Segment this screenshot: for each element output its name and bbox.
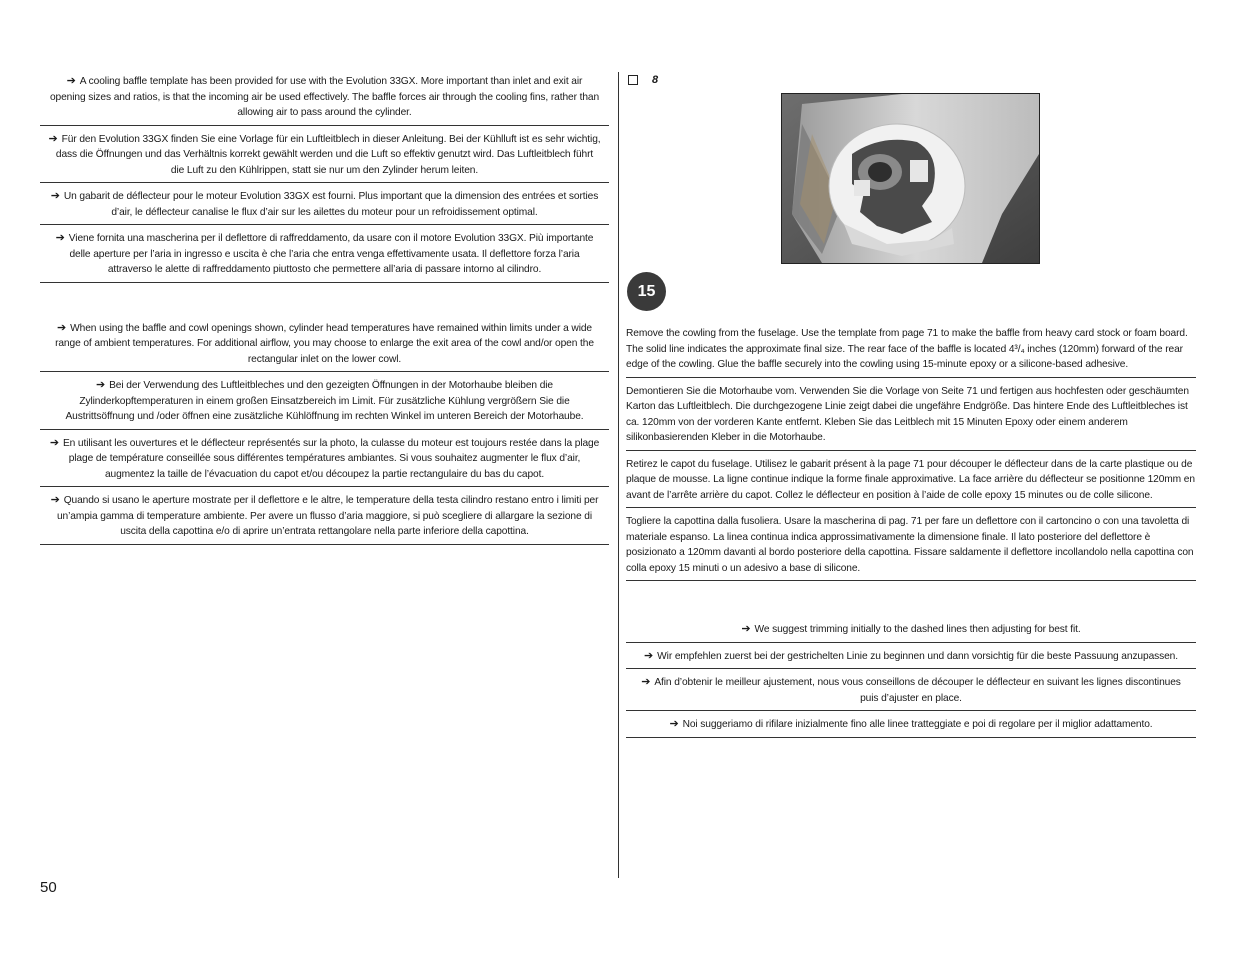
note-en-baffle: ➔ A cooling baffle template has been provided for use with the Evolution 33GX. More important than inlet and exit air opening sizes and ratios, is that the incoming air be used effectively. The baffle forces air through the cooling fins, rather than allowing air to pass around the cylinder. — [40, 72, 609, 126]
arrow-right-icon: ➔ — [644, 649, 654, 662]
cowling-baffle-photo — [781, 93, 1040, 264]
arrow-right-icon: ➔ — [55, 232, 65, 244]
column-divider — [618, 72, 619, 878]
note-fr-trimming: ➔ Afin d’obtenir le meilleur ajustement, nous vous conseillons de découper le déflecteur en suivant les lignes discontinues puis d’ajuster en place. — [626, 669, 1196, 711]
note-it-baffle: ➔ Viene fornita una mascherina per il deflettore di raffreddamento, da usare con il motore Evolution 33GX. Più importante delle aperture per l’aria in ingresso e uscita è che l’aria che entra venga effettivamente usata. Il deflettore forza l’aria attraverso le alette di raffreddamento piuttosto che permettere all’aria di passare intorno al cilindro. — [40, 225, 609, 283]
arrow-right-icon: ➔ — [57, 321, 67, 334]
note-it-trimming: ➔ Noi suggeriamo di rifilare inizialmente fino alle linee tratteggiate e poi di regolare per il miglior adattamento. — [626, 711, 1196, 738]
note-en-trimming: ➔ We suggest trimming initially to the dashed lines then adjusting for best fit. — [626, 620, 1196, 643]
arrow-right-icon: ➔ — [48, 132, 58, 145]
step-number: 8 — [652, 74, 659, 86]
arrow-right-icon: ➔ — [669, 718, 679, 730]
note-fr-baffle: ➔ Un gabarit de déflecteur pour le moteur Evolution 33GX est fourni. Plus important que la dimension des entrées et sorties d’air, le déflecteur canalise le flux d’air sur les ailettes du moteur pour un refroidissement optimal. — [40, 183, 609, 225]
trimming-notes — [626, 620, 1196, 738]
page-number: 50 — [40, 879, 57, 896]
note-de-temperature: ➔ Bei der Verwendung des Luftleitbleches und den gezeigten Öffnungen in der Motorhaube bleiben die Zylinderkopftemperaturen in einem großen Einsatzbereich im Limit. Für zusätzliche Kühlung vergrößern Sie die Austrittsöffnung und /oder öffnen eine zusätzliche Kühlöffnung im rechten Winkel im unteren Bereich der Motorhaube. — [40, 372, 609, 430]
right-column — [626, 72, 1196, 730]
note-de-trimming: ➔ Wir empfehlen zuerst bei der gestrichelten Linie zu beginnen und dann vorsichtig für die beste Passuung anzupassen. — [626, 643, 1196, 670]
checkbox-icon[interactable] — [628, 75, 638, 85]
arrow-right-icon: ➔ — [66, 75, 76, 87]
instruction-de: Demontieren Sie die Motorhaube vom. Verwenden Sie die Vorlage von Seite 71 und fertigen aus hochfesten oder geschäumten Karton das Luftleitblech. Die durchgezogene Linie zeigt dabei die ungefähre Endgröße. Das hintere Ende des Luftleitbleches ist ca. 120mm von der vorderen Kante entfernt. Kleben Sie das Leitblech mit 15 Minuten Epoxy oder einem anderem silikonbasierenden Kleber in die Motorhaube. — [626, 378, 1196, 451]
arrow-right-icon: ➔ — [50, 190, 60, 202]
note-fr-temperature: ➔ En utilisant les ouvertures et le déflecteur représentés sur la photo, la culasse du moteur est toujours restée dans la plage plage de température conseillée sous différentes températures ambiantes. Si vous souhaitez augmenter le flux d’air, augmentez la taille de l’évacuation du capot et/ou découpez la partie rectangulaire du bas du capot. — [40, 430, 609, 488]
note-it-temperature: ➔ Quando si usano le aperture mostrate per il deflettore e le altre, le temperature della testa cilindro restano entro i limiti per un’ampia gamma di temperature ambiente. Per avere un flusso d’aria maggiore, si può scegliere di allargare la sezione di uscita della capottina e/o di aprire un’entrata rettangolare nella parte inferiore della capottina. — [40, 487, 609, 545]
note-de-baffle: ➔ Für den Evolution 33GX finden Sie eine Vorlage für ein Luftleitblech in dieser Anleitung. Bei der Kühlluft ist es sehr wichtig, dass die Öffnungen und das Verhältnis korrekt gewählt werden und die Luft so effektiv genutzt wird. Das Luftleitblech führt die Luft zu den Kühlrippen, statt sie nur um den Zylinder herum leiten. — [40, 126, 609, 184]
note-en-temperature: ➔ When using the baffle and cowl openings shown, cylinder head temperatures have remained within limits under a wide range of ambient temperatures. For additional airflow, you may choose to enlarge the exit area of the cowl and/or open the rectangular inlet on the lower cowl. — [40, 319, 609, 373]
arrow-right-icon: ➔ — [50, 494, 60, 506]
baffle-photo-illustration — [782, 94, 1039, 263]
step-badge: 15 — [627, 272, 666, 311]
step-header — [626, 72, 1196, 88]
arrow-right-icon: ➔ — [641, 676, 651, 688]
instruction-en: Remove the cowling from the fuselage. Use the template from page 71 to make the baffle from heavy card stock or foam board. The solid line indicates the approximate final size. The rear face of the baffle is located 4³/₄ inches (120mm) forward of the rear edge of the cowling. Glue the baffle securely into the cowling using 15-minute epoxy or a silicone-based adhesive. — [626, 324, 1196, 378]
instruction-fr: Retirez le capot du fuselage. Utilisez le gabarit présent à la page 71 pour découper le déflecteur dans de la carte plastique ou de plaque de mousse. La ligne continue indique la forme finale approximative. La face arrière du déflecteur se positionne 120mm en avant de l’arrête arrière du capot. Collez le déflecteur en position à l’aide de colle epoxy 15 minutes ou de colle silicone. — [626, 451, 1196, 509]
instruction-it: Togliere la capottina dalla fusoliera. Usare la mascherina di pag. 71 per fare un deflettore con il cartoncino o con una tavoletta di materiale espanso. La linea continua indica approssimativamente la dimensione finale. Il lato posteriore del deflettore è posizionato a 120mm davanti al bordo posteriore della capottina. Fissare saldamente il deflettore incollandolo nella capottina con colla epoxy 15 minuti o un adesivo a base di silicone. — [626, 508, 1196, 581]
left-column — [40, 72, 609, 545]
arrow-right-icon: ➔ — [95, 379, 106, 391]
arrow-right-icon: ➔ — [741, 623, 751, 635]
instructions — [626, 324, 1196, 581]
arrow-right-icon: ➔ — [49, 436, 59, 449]
